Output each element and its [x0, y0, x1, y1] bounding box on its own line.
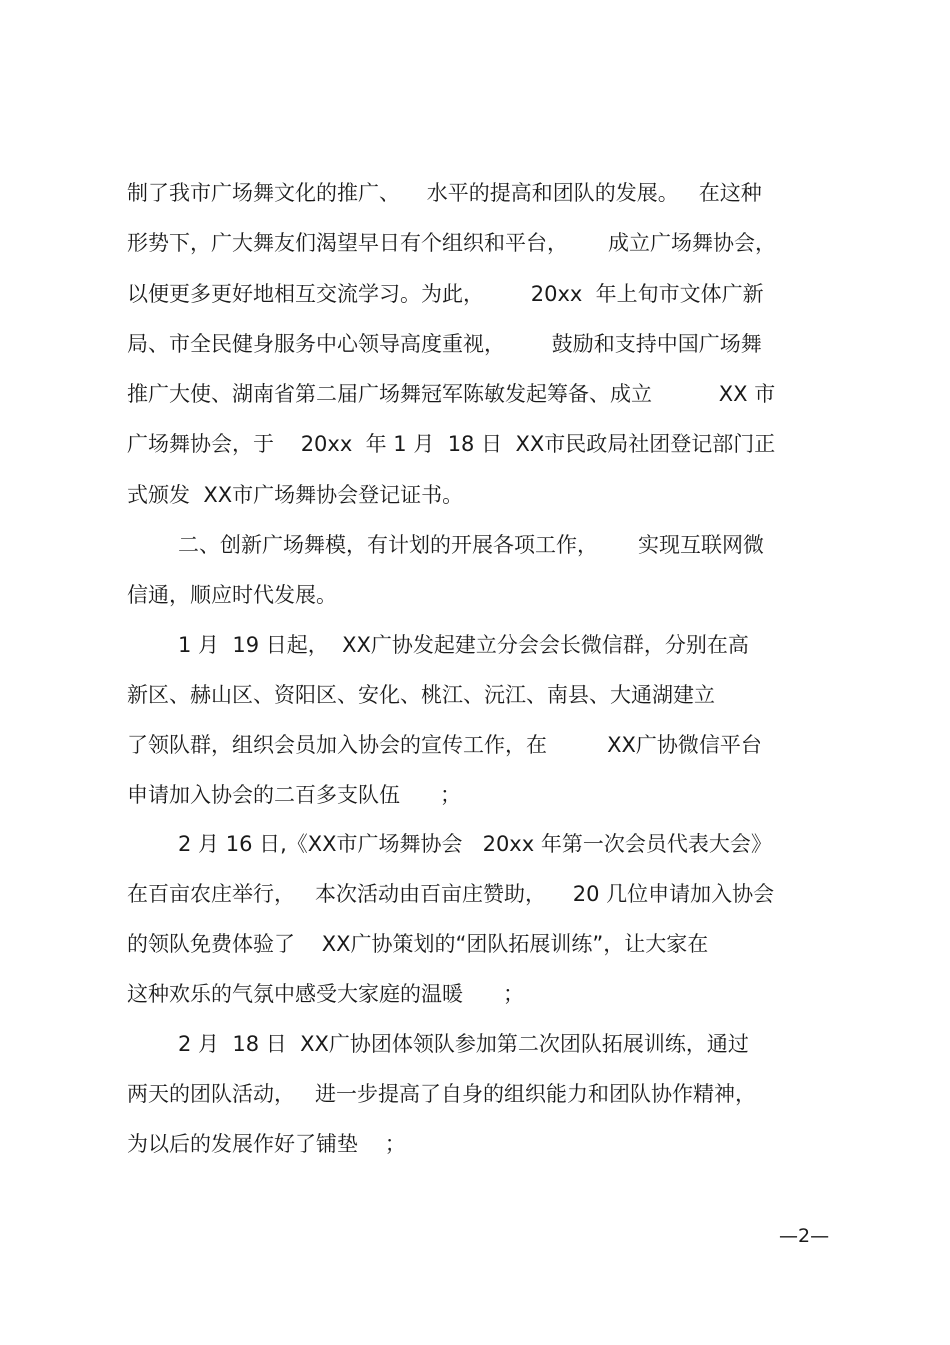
text-line-5: 推广大使、湖南省第二届广场舞冠军陈敏发起筹备、成立 XX 市: [127, 382, 776, 406]
text-line-18: 2 月 18 日 XX广协团体领队参加第二次团队拓展训练，通过: [178, 1032, 749, 1056]
text-line-17: 这种欢乐的气氛中感受大家庭的温暖 ；: [127, 982, 525, 1006]
text-line-19: 两天的团队活动， 进一步提高了自身的组织能力和团队协作精神，: [127, 1082, 757, 1106]
text-line-10: 1 月 19 日起， XX广协发起建立分会会长微信群，分别在高: [178, 633, 749, 657]
text-line-7: 式颁发 XX市广场舞协会登记证书。: [127, 483, 464, 507]
text-line-6: 广场舞协会，于 20xx 年 1 月 18 日 XX市民政局社团登记部门正: [127, 432, 776, 456]
text-line-12: 了领队群，组织会员加入协会的宣传工作，在 XX广协微信平台: [127, 733, 762, 757]
text-line-3: 以便更多更好地相互交流学习。为此， 20xx 年上旬市文体广新: [127, 282, 764, 306]
section-heading: 二、创新广场舞模，有计划的开展各项工作， 实现互联网微: [178, 533, 765, 557]
text-line-13: 申请加入协会的二百多支队伍 ；: [127, 783, 462, 807]
text-line-2: 形势下，广大舞友们渴望早日有个组织和平台， 成立广场舞协会，: [127, 231, 777, 255]
text-line-4: 局、市全民健身服务中心领导高度重视， 鼓励和支持中国广场舞: [127, 332, 762, 356]
text-line-15: 在百亩农庄举行， 本次活动由百亩庄赞助， 20 几位申请加入协会: [127, 882, 775, 906]
text-line-14: 2 月 16 日,《XX市广场舞协会 20xx 年第一次会员代表大会》: [178, 832, 772, 856]
page-number: —2—: [779, 1225, 830, 1247]
text-line-11: 新区、赫山区、资阳区、安化、桃江、沅江、南县、大通湖建立: [127, 683, 715, 707]
text-line-16: 的领队免费体验了 XX广协策划的“团队拓展训练”，让大家在: [127, 932, 709, 956]
text-line-1: 制了我市广场舞文化的推广、 水平的提高和团队的发展。 在这种: [127, 181, 762, 205]
text-line-9: 信通，顺应时代发展。: [127, 583, 337, 607]
text-line-20: 为以后的发展作好了铺垫 ；: [127, 1132, 406, 1156]
